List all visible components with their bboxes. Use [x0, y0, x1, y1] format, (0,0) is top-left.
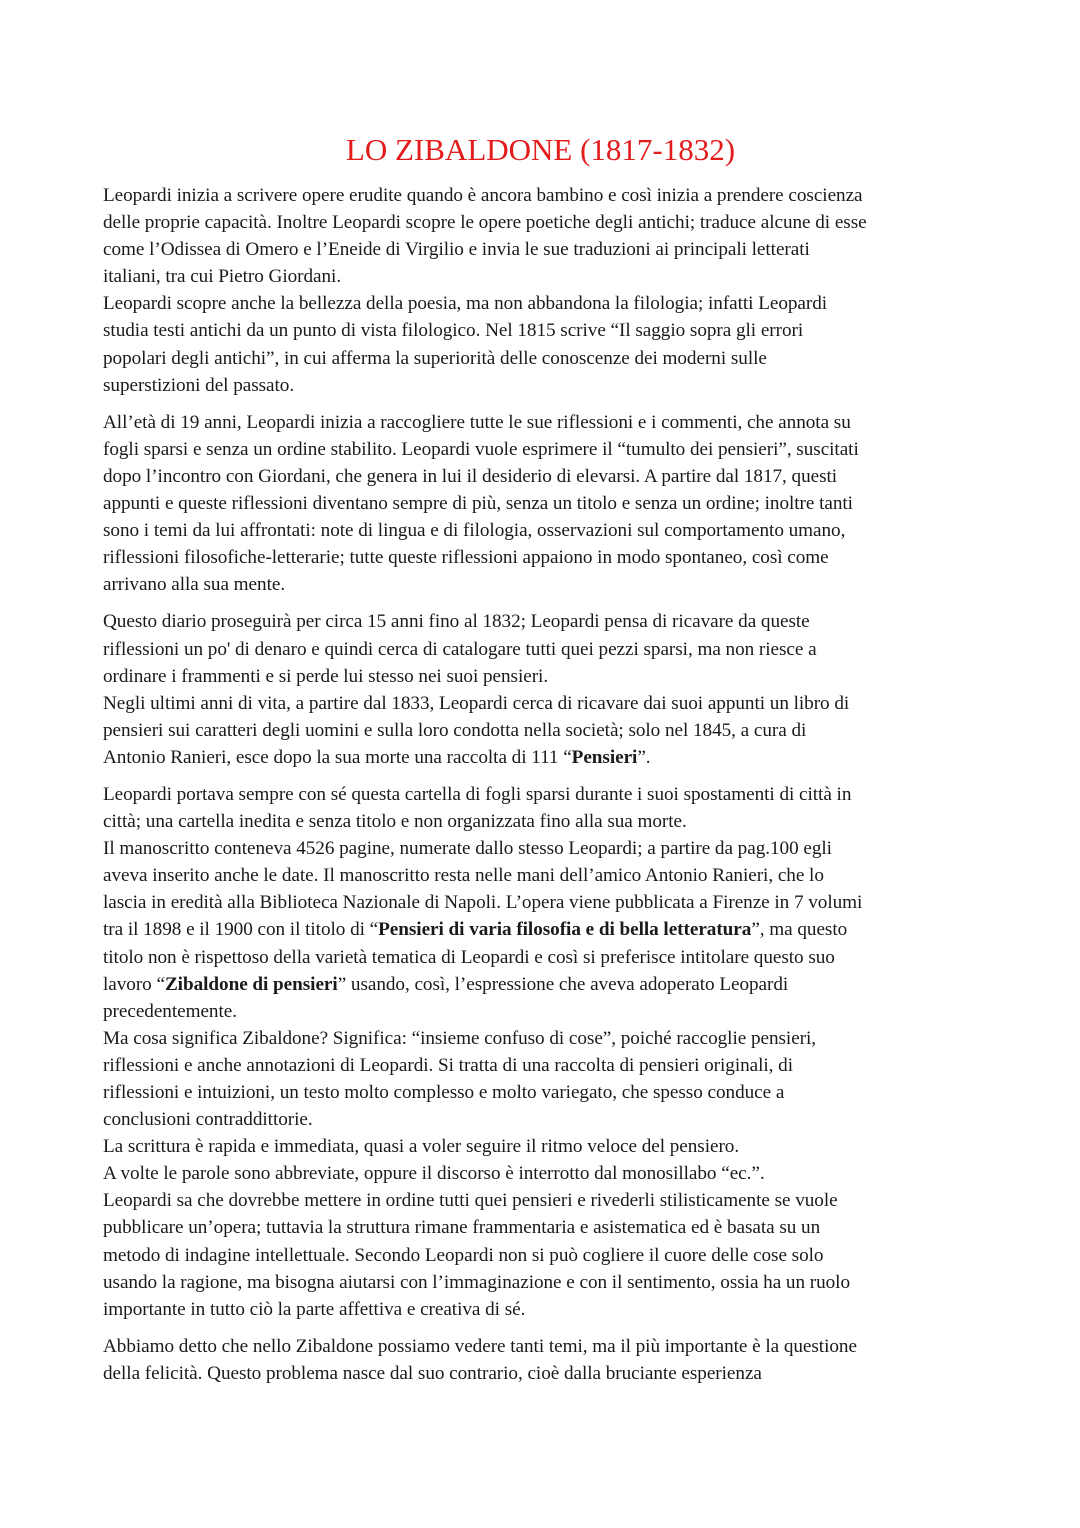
- text-line: lascia in eredità alla Biblioteca Nazionale di Napoli. L’opera viene pubblicata a Firenze in 7 volumi: [103, 892, 863, 914]
- text-run: tra il 1898 e il 1900 con il titolo di “: [103, 919, 379, 941]
- text-line: titolo non è rispettoso della varietà tematica di Leopardi e così si preferisce intitolare questo suo: [103, 946, 835, 968]
- text-run: lavoro “: [103, 973, 165, 995]
- paragraph-manuscript: [103, 781, 983, 1323]
- text-line: popolari degli antichi”, in cui afferma la superiorità delle conoscenze dei moderni sulle: [103, 347, 767, 369]
- text-line: Il manoscritto conteneva 4526 pagine, numerate dallo stesso Leopardi; a partire da pag.100 egli: [103, 838, 832, 860]
- paragraph-diary: [103, 608, 983, 771]
- text-line: come l’Odissea di Omero e l’Eneide di Virgilio e invia le sue traduzioni ai principali letterati: [103, 239, 810, 261]
- text-line: Abbiamo detto che nello Zibaldone possiamo vedere tanti temi, ma il più importante è la questione: [103, 1335, 857, 1357]
- paragraph-happiness: [103, 1333, 983, 1387]
- text-line: aveva inserito anche le date. Il manoscritto resta nelle mani dell’amico Antonio Ranieri, che lo: [103, 865, 824, 887]
- bold-title-pensieri-varia-filosofia: Pensieri di varia filosofia e di bella letteratura: [378, 919, 752, 941]
- text-line: appunti e queste riflessioni diventano sempre di più, senza un titolo e senza un ordine; inoltre tanti: [103, 493, 853, 515]
- text-line: Leopardi portava sempre con sé questa cartella di fogli sparsi durante i suoi spostamenti di città in: [103, 783, 852, 805]
- document-title: LO ZIBALDONE (1817-1832): [345, 132, 736, 167]
- text-line: precedentemente.: [103, 1000, 237, 1022]
- text-line: [103, 916, 983, 943]
- text-line: riflessioni e anche annotazioni di Leopardi. Si tratta di una raccolta di pensieri originali, di: [103, 1054, 793, 1076]
- text-line: [103, 971, 983, 998]
- text-run: Antonio Ranieri, esce dopo la sua morte una raccolta di 111 “: [103, 746, 572, 768]
- text-line: importante in tutto ciò la parte affettiva e creativa di sé.: [103, 1298, 526, 1320]
- text-line: arrivano alla sua mente.: [103, 574, 286, 596]
- bold-title-pensieri: Pensieri: [571, 746, 638, 768]
- text-line: Questo diario proseguirà per circa 15 anni fino al 1832; Leopardi pensa di ricavare da queste: [103, 611, 810, 633]
- text-line: della felicità. Questo problema nasce dal suo contrario, cioè dalla bruciante esperienza: [103, 1362, 762, 1384]
- document-page: [103, 128, 983, 1387]
- text-line: sono i temi da lui affrontati: note di lingua e di filologia, osservazioni sul comportamento umano,: [103, 520, 846, 542]
- text-line: Negli ultimi anni di vita, a partire dal 1833, Leopardi cerca di ricavare dai suoi appunti un libro di: [103, 692, 850, 714]
- text-run: ” usando, così, l’espressione che aveva adoperato Leopardi: [337, 973, 789, 995]
- text-line: usando la ragione, ma bisogna aiutarsi con l’immaginazione e con il sentimento, ossia ha un ruolo: [103, 1271, 851, 1293]
- text-line: riflessioni e intuizioni, un testo molto complesso e molto variegato, che spesso conduce a: [103, 1082, 785, 1103]
- text-line: studia testi antichi da un punto di vista filologico. Nel 1815 scrive “Il saggio sopra gli errori: [103, 320, 804, 342]
- text-line: riflessioni un po' di denaro e quindi cerca di catalogare tutti quei pezzi sparsi, ma non riesce a: [103, 638, 817, 660]
- text-line: A volte le parole sono abbreviate, oppure il discorso è interrotto dal monosillabo “ec.”.: [103, 1163, 765, 1185]
- text-line: ordinare i frammenti e si perde lui stesso nei suoi pensieri.: [103, 665, 549, 687]
- text-line: metodo di indagine intellettuale. Secondo Leopardi non si può cogliere il cuore delle cose solo: [103, 1244, 824, 1266]
- text-line: Leopardi sa che dovrebbe mettere in ordine tutti quei pensieri e rivederli stilisticamente se vuole: [103, 1190, 838, 1212]
- paragraph-intro: [103, 182, 983, 399]
- text-line: superstizioni del passato.: [103, 374, 295, 396]
- text-line: Leopardi inizia a scrivere opere erudite quando è ancora bambino e così inizia a prendere coscienza: [103, 185, 863, 206]
- text-run: ”, ma questo: [751, 919, 848, 941]
- text-line: delle proprie capacità. Inoltre Leopardi scopre le opere poetiche degli antichi; traduce alcune di esse: [103, 212, 867, 234]
- text-line: riflessioni filosofiche-letterarie; tutte queste riflessioni appaiono in modo spontaneo, così come: [103, 547, 829, 569]
- text-line: pubblicare un’opera; tuttavia la struttura rimane frammentaria e asistematica ed è basata su un: [103, 1217, 821, 1239]
- text-line: All’età di 19 anni, Leopardi inizia a raccogliere tutte le sue riflessioni e i commenti, che annota su: [103, 411, 851, 433]
- text-line: Leopardi scopre anche la bellezza della poesia, ma non abbandona la filologia; infatti Leopardi: [103, 293, 828, 315]
- text-line: [103, 744, 983, 771]
- text-line: conclusioni contraddittorie.: [103, 1109, 313, 1131]
- text-line: fogli sparsi e senza un ordine stabilito. Leopardi vuole esprimere il “tumulto dei pensieri”, suscitati: [103, 438, 859, 460]
- text-run: ”.: [637, 746, 651, 768]
- bold-title-zibaldone-di-pensieri: Zibaldone di pensieri: [164, 973, 338, 995]
- text-line: italiani, tra cui Pietro Giordani.: [103, 266, 342, 288]
- text-line: città; una cartella inedita e senza titolo e non organizzata fino alla sua morte.: [103, 811, 687, 833]
- text-line: pensieri sui caratteri degli uomini e sulla loro condotta nella società; solo nel 1845, a cura di: [103, 719, 807, 741]
- paragraph-age-19: [103, 409, 983, 599]
- text-line: dopo l’incontro con Giordani, che genera in lui il desiderio di elevarsi. A partire dal 1817, questi: [103, 465, 838, 487]
- text-line: La scrittura è rapida e immediata, quasi a voler seguire il ritmo veloce del pensiero.: [103, 1136, 740, 1158]
- text-line: Ma cosa significa Zibaldone? Significa: “insieme confuso di cose”, poiché raccoglie pensieri,: [103, 1027, 817, 1049]
